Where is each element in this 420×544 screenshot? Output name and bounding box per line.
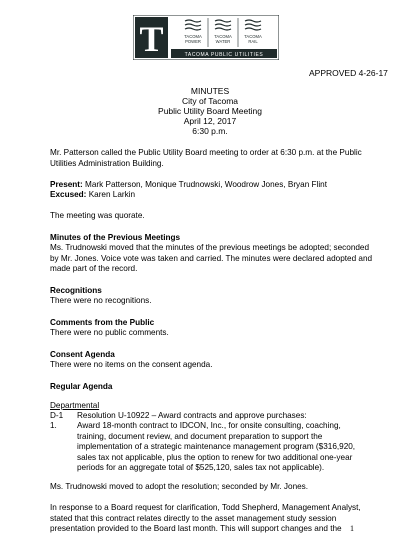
header-line1: City of Tacoma <box>181 96 239 106</box>
present-names: Mark Patterson, Monique Trudnowski, Woodrow Jones, Bryan Flint <box>85 180 327 189</box>
comments-text: There were no public comments. <box>50 328 169 337</box>
intro-paragraph: Mr. Patterson called the Public Utility Board meeting to order at 6:30 p.m. at the Public Utilities Administration Building. <box>50 148 362 168</box>
recognitions-text: There were no recognitions. <box>50 296 152 305</box>
excused-label: Excused: <box>50 190 87 199</box>
quorum-statement: The meeting was quorate. <box>50 211 145 220</box>
logo-division-1-line2: POWER <box>185 39 201 44</box>
item1-text: Award 18-month contract to IDCON, Inc., for onsite consulting, coaching, training, document review, and document preparation to support the implementation of a strategic maintenance management program ($316,920, sales tax not applicable, plus the option to renew for two additional one-year periods for an aggregate total of $525,120, sales tax not applicable). <box>77 421 356 473</box>
comments-heading: Comments from the Public <box>50 318 155 327</box>
logo-division-3-line2: RAIL <box>248 39 258 44</box>
d1-text: Resolution U-10922 – Award contracts and approve purchases: <box>77 411 307 420</box>
logo-division-1-line1: TACOMA <box>184 34 202 39</box>
item1-label: 1. <box>50 421 57 430</box>
departmental-heading: Departmental <box>50 401 100 410</box>
tacoma-public-utilities-logo <box>133 15 279 60</box>
logo-division-3-line1: TACOMA <box>244 34 262 39</box>
consent-text: There were no items on the consent agenda. <box>50 360 213 369</box>
regular-agenda-heading: Regular Agenda <box>50 382 113 391</box>
doc-title: MINUTES <box>190 86 230 96</box>
consent-heading: Consent Agenda <box>50 350 115 359</box>
recognitions-heading: Recognitions <box>50 286 102 295</box>
response-paragraph: In response to a Board request for clarification, Todd Shepherd, Management Analyst, stated that this contract relates directly to the asset management study session presentation provided to the Board last month. This will support changes and the <box>50 503 361 534</box>
excused-names: Karen Larkin <box>88 190 136 199</box>
logo-division-2-line1: TACOMA <box>214 34 232 39</box>
logo-letter: T <box>139 19 164 59</box>
minutes-prev-text: Ms. Trudnowski moved that the minutes of the previous meetings be adopted; seconded by Mr. Jones. Voice vote was taken and carried. The minutes were declared adopted and made part of the record. <box>50 243 373 274</box>
page-number: 1 <box>350 524 354 533</box>
present-label: Present: <box>50 180 83 189</box>
d1-label: D-1 <box>50 411 64 420</box>
header-line2: Public Utility Board Meeting <box>158 106 262 116</box>
logo-org-name: TACOMA PUBLIC UTILITIES <box>184 52 264 58</box>
logo-division-2-line2: WATER <box>215 39 231 44</box>
header-date: April 12, 2017 <box>183 116 237 126</box>
header-time: 6:30 p.m. <box>192 126 228 136</box>
attendance-excused <box>50 190 375 201</box>
attendance-present <box>50 180 375 191</box>
minutes-prev-heading: Minutes of the Previous Meetings <box>50 233 181 242</box>
motion-text: Ms. Trudnowski moved to adopt the resolution; seconded by Mr. Jones. <box>50 482 309 491</box>
approval-stamp: APPROVED 4-26-17 <box>309 68 388 78</box>
